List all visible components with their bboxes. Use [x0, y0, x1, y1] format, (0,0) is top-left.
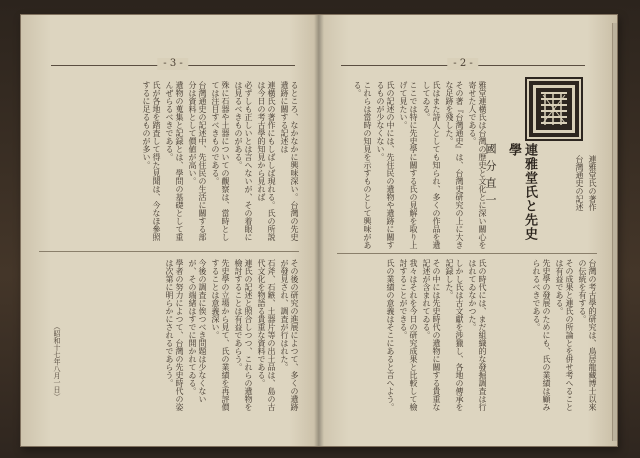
text-column: 必ずしも正しいとは言へないが、その着眼には見るべきものがある。: [234, 81, 253, 241]
book-spine-shadow: [314, 15, 324, 446]
text-column: これらは當時の知見を示すものとして興味がある。: [353, 81, 372, 249]
left-lower-text-block: [39, 259, 299, 413]
text-column: 氏が各地を踏査して得た見聞は、今なほ參照するに足るものが多い。: [142, 81, 161, 241]
text-column: るところ、なかなかに興味深い。台灣の先史遺跡に關する記述は: [280, 81, 299, 241]
article-title-block: [484, 143, 537, 253]
text-column: 石斧、石鏃、土器片等の出土品は、島の古代文化を物語る貴重な資料である。: [257, 259, 276, 411]
open-magazine: [20, 14, 618, 447]
text-column: 連氏の記述と照合しつつ、これらの遺物を檢討することは有益であらう。: [234, 259, 253, 411]
right-lower-side-text: [501, 259, 597, 415]
text-column: 氏の時代には、まだ組織的な發掘調査は行はれてゐなかつた。: [468, 259, 487, 411]
text-column: 我々はそれを今日の研究成果と比較して檢討することができる。: [399, 259, 418, 411]
decorative-logo-icon: [533, 85, 575, 133]
left-page-header: [51, 58, 295, 76]
text-column: 台灣通史の記述: [575, 155, 584, 211]
text-column: その中には先史時代の遺物に關する貴重な記述が含まれてゐる。: [422, 259, 441, 411]
text-column: その成果と連氏の所論とを併せ考へることは有益である。: [555, 259, 574, 411]
right-upper-main-text: [337, 81, 487, 249]
article-author: 國分直一: [484, 143, 497, 211]
text-column: 台灣通史の記述中、先住民の生活に關する部分は資料として價値が高い。: [188, 81, 207, 241]
left-page: [21, 15, 319, 446]
right-page-divider: [337, 253, 597, 254]
right-page: [319, 15, 617, 446]
text-column: 氏の業績の意義はそこにあると言へよう。: [386, 259, 395, 411]
text-column: その後の研究の進展によつて、多くの遺跡が發見され、調査が行はれた。: [280, 259, 299, 411]
text-column: 先史學の立場から見て、氏の業績を再評價することは意義深い。: [211, 259, 230, 411]
text-column: 學者の努力によつて、台灣の先史時代の姿は次第に明らかにされるであらう。: [165, 259, 184, 411]
right-lower-main-text: [337, 259, 487, 415]
left-page-divider: [39, 251, 299, 252]
right-upper-side-text: [545, 155, 597, 249]
text-column: ここでは特に先史學に關する氏の見解を取り上げて見たい。: [399, 81, 418, 249]
right-page-number: - 2 -: [447, 58, 478, 70]
text-column: 雅堂連橫氏は台灣の歷史と文化とに深い關心を寄せた人である。: [468, 81, 487, 249]
article-title: 連雅堂氏と先史學: [506, 143, 537, 241]
text-column: 先史學の發展のためにも、氏の業績は顧みられるべきである。: [532, 259, 551, 411]
left-upper-text-block: [39, 81, 299, 241]
text-column: その著『台灣通史』は、台灣史研究の上に大きな足跡を殘した。: [445, 81, 464, 249]
text-column: 連橫氏の著作にもしばしば現れる。氏の所説は今日の考古學的知見から見れば: [257, 81, 276, 241]
text-column: 遺物の蒐集と記録とは、學問の基礎として重んぜらるべきである。: [165, 81, 184, 241]
article-logo-block: [525, 77, 583, 141]
text-column: 殊に石器や土器についての觀察は、當時としては注目すべきものである。: [211, 81, 230, 241]
page-stack-edge: [612, 23, 617, 441]
text-column: しかし氏は古文獻を渉獵し、各地の傳承を記録した。: [445, 259, 464, 411]
text-column: 氏はまた詩人としても知られ、多くの作品を遺してゐる。: [422, 81, 441, 249]
right-page-header: [341, 58, 585, 76]
text-column: 氏の記述の中には、先住民の遺物や遺跡に關するものが少なくない。: [376, 81, 395, 249]
text-column: 台灣の考古學的研究は、鳥居龍藏博士以來の伝統を有する。: [578, 259, 597, 411]
text-column: 連雅堂氏の著作: [588, 155, 597, 211]
left-page-date-note: （昭和十七年八月一日）: [53, 323, 61, 400]
left-page-number: - 3 -: [157, 58, 188, 70]
text-column: 今後の調査に俟つべき問題は少なくないが、その端緒はすでに開かれてゐる。: [188, 259, 207, 403]
